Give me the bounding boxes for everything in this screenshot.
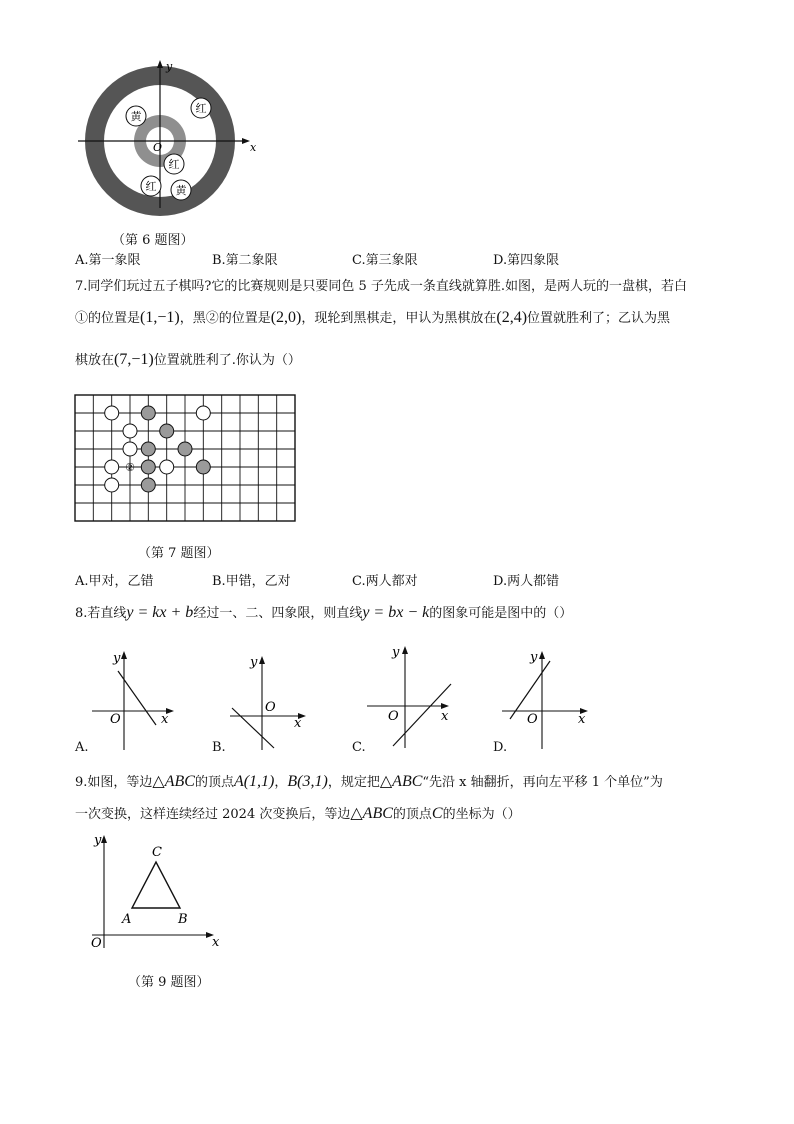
q8-eq1: y = kx + b [126, 604, 194, 621]
black-stone [141, 460, 155, 474]
q9-tri-1: △ABC [152, 773, 195, 790]
q7-line2-a: ①的位置是 [75, 311, 141, 326]
q9-text-a: 9.如图，等边 [75, 775, 153, 790]
q7-coord-jia: (2,4) [496, 309, 528, 326]
q8-c-y: y [392, 645, 400, 660]
q9-fig-y: y [94, 833, 102, 848]
q9-figure [86, 830, 226, 955]
q9-fig-c: C [152, 845, 162, 860]
q8-graph-b [228, 650, 318, 755]
q6-option-a[interactable]: A.第一象限 [75, 253, 141, 268]
q9-fig-o: O [91, 936, 102, 951]
q7-coord-yi: (7,−1) [114, 351, 154, 368]
q7-caption: （第 7 题图） [138, 546, 220, 561]
q6-ring-label-red-1: 红 [195, 102, 207, 115]
q9-text-d: ，规定把 [327, 775, 380, 790]
q6-y-label: y [166, 60, 173, 73]
q7-coord-black2: (2,0) [270, 309, 302, 326]
q6-figure [78, 58, 268, 218]
q8-d-y: y [530, 650, 538, 665]
q9-line2-a: 一次变换，这样连续经过 2024 次变换后，等边 [75, 807, 351, 822]
q9-line2-b: 的顶点 [392, 807, 432, 822]
q9-fig-b: B [178, 912, 188, 927]
q8-b-o: O [265, 700, 276, 715]
q6-ring-label-yellow-1: 黄 [130, 110, 142, 123]
q8-text-c: 的图象可能是图中的（） [429, 606, 573, 621]
q7-coord-white1: (1,−1) [140, 309, 180, 326]
q8-option-d[interactable]: D. [493, 740, 508, 755]
q7-line2-d: 位置就胜利了；乙认为黑 [527, 311, 671, 326]
q9-text-e: “先沿 x 轴翻折，再向左平移 1 个单位”为 [422, 775, 663, 790]
q7-option-d[interactable]: D.两人都错 [493, 574, 560, 589]
q8-option-c[interactable]: C. [352, 740, 366, 755]
q6-option-c[interactable]: C.第三象限 [352, 253, 418, 268]
q9-caption: （第 9 题图） [128, 975, 210, 990]
q8-graph-a [90, 645, 180, 755]
q7-line3-b: 位置就胜利了.你认为（） [153, 353, 301, 368]
q8-a-x: x [161, 712, 169, 727]
q7-label-black2: ② [125, 461, 135, 474]
q8-d-x: x [578, 712, 586, 727]
q9-stem-line1 [75, 772, 663, 793]
q9-text-b: 的顶点 [194, 775, 234, 790]
q7-option-a[interactable]: A.甲对，乙错 [75, 574, 154, 589]
q8-c-o: O [388, 709, 399, 724]
black-stone [160, 424, 174, 438]
q8-graph-c [365, 640, 465, 752]
q9-tri-3: △ABC [350, 805, 393, 822]
q9-point-b: B(3,1) [287, 773, 328, 790]
black-stone [141, 478, 155, 492]
q7-go-board [74, 394, 300, 526]
q9-vertex-c: C [431, 805, 443, 822]
q6-option-b[interactable]: B.第二象限 [212, 253, 278, 268]
white-stone [105, 406, 119, 420]
q7-stem-line3 [75, 350, 301, 371]
q8-c-x: x [441, 709, 449, 724]
q8-option-b[interactable]: B. [212, 740, 226, 755]
q6-origin-label: O [153, 141, 163, 154]
q6-ring-label-yellow-2: 黄 [175, 184, 187, 197]
white-stone [123, 424, 137, 438]
q9-fig-x: x [212, 935, 220, 950]
black-stone [141, 406, 155, 420]
q6-x-label: x [250, 141, 257, 154]
q8-eq2: y = bx − k [362, 604, 430, 621]
q9-line2-c: 的坐标为（） [442, 807, 521, 822]
q8-text-b: 经过一、二、四象限，则直线 [193, 606, 363, 621]
q6-ring-label-red-2: 红 [168, 158, 180, 171]
q6-ring-label-red-3: 红 [145, 180, 157, 193]
white-stone [196, 406, 210, 420]
q7-option-b[interactable]: B.甲错，乙对 [212, 574, 291, 589]
q8-b-x: x [294, 716, 302, 731]
q8-a-y: y [113, 651, 121, 666]
q7-line2-c: ，现轮到黑棋走，甲认为黑棋放在 [301, 311, 497, 326]
white-stone [105, 460, 119, 474]
q9-stem-line2 [75, 804, 521, 825]
q8-stem [75, 603, 572, 624]
q8-d-o: O [527, 712, 538, 727]
q8-option-a[interactable]: A. [75, 740, 89, 755]
q8-a-o: O [110, 712, 121, 727]
white-stone [123, 442, 137, 456]
q7-option-c[interactable]: C.两人都对 [352, 574, 418, 589]
q7-stem-line1: 7.同学们玩过五子棋吗?它的比赛规则是只要同色 5 子先成一条直线就算胜.如图，是两人玩的一盘棋，若白 [75, 279, 688, 294]
q6-option-d[interactable]: D.第四象限 [493, 253, 560, 268]
q7-stem-line2 [75, 308, 670, 329]
q9-text-c: ， [274, 775, 288, 790]
white-stone [160, 460, 174, 474]
q9-tri-2: △ABC [379, 773, 423, 790]
black-stone [178, 442, 192, 456]
q9-point-a: A(1,1) [233, 773, 275, 790]
q8-graph-d [500, 645, 595, 753]
q8-text-a: 8.若直线 [75, 606, 127, 621]
black-stone [196, 460, 210, 474]
q7-line3-a: 棋放在 [75, 353, 115, 368]
q7-label-white1: ① [106, 479, 117, 492]
q7-line2-b: ，黑②的位置是 [179, 311, 271, 326]
black-stone [141, 442, 155, 456]
q6-caption: （第 6 题图） [112, 233, 194, 248]
q8-b-y: y [250, 655, 258, 670]
q9-fig-a: A [122, 912, 132, 927]
